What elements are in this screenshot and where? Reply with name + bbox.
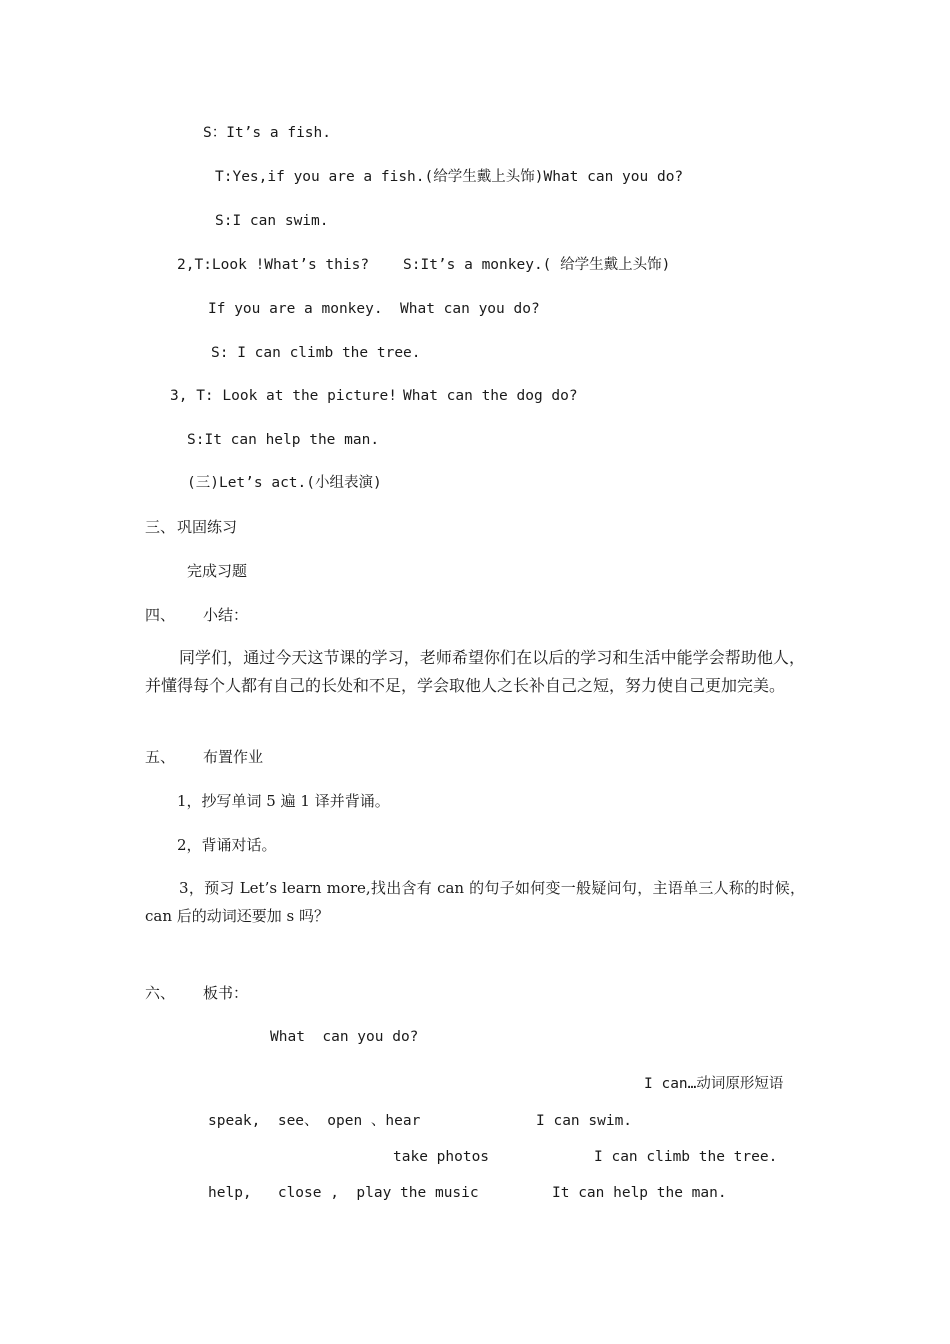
homework-item-1: 1，抄写单词 5 遍 1 译并背诵。 <box>177 792 390 810</box>
section5-number: 五、 <box>145 748 176 766</box>
section4-number: 四、 <box>145 606 176 624</box>
section3-number: 三、 <box>145 518 176 536</box>
board-rule: I can…动词原形短语 <box>644 1076 784 1092</box>
dialogue-line-4b: S:It’s a monkey.( 给学生戴上头饰) <box>403 257 671 273</box>
dialogue-line-8: S:It can help the man. <box>187 432 380 448</box>
section5-title: 布置作业 <box>203 748 264 766</box>
board-sentence-1: I can swim. <box>536 1113 633 1129</box>
dialogue-line-4a: 2,T:Look !What’s this? <box>177 257 370 273</box>
section6-number: 六、 <box>145 984 176 1002</box>
board-sentence-3: It can help the man. <box>552 1185 727 1201</box>
dialogue-line-9: (三)Let’s act.(小组表演) <box>187 475 382 491</box>
dialogue-line-2: T:Yes,if you are a fish.(给学生戴上头饰)What can you do? <box>215 169 684 185</box>
dialogue-line-7b: What can the dog do? <box>403 388 578 404</box>
dialogue-line-3: S:I can swim. <box>215 213 329 229</box>
board-words-row-3: help, close , play the music <box>208 1185 479 1201</box>
summary-paragraph: 同学们，通过今天这节课的学习，老师希望你们在以后的学习和生活中能学会帮助他人，并懂得每个人都有自己的长处和不足，学会取他人之长补自己之短，努力使自己更加完美。 <box>145 648 805 695</box>
section4-title: 小结： <box>203 606 249 624</box>
dialogue-line-1: S：It’s a fish. <box>203 125 331 141</box>
homework-item-2: 2，背诵对话。 <box>177 836 277 854</box>
dialogue-line-5a: If you are a monkey. <box>208 301 383 317</box>
board-title: What can you do? <box>270 1029 419 1045</box>
dialogue-line-6: S: I can climb the tree. <box>211 345 421 361</box>
section3-title: 巩固练习 <box>177 518 238 536</box>
board-words-row-1: speak, see、 open 、hear <box>208 1113 421 1129</box>
section3-content: 完成习题 <box>187 562 248 580</box>
homework-item-3: 3，预习 Let’s learn more,找出含有 can 的句子如何变一般疑问句，主语单三人称的时候，can 后的动词还要加 s 吗？ <box>145 879 805 925</box>
board-words-row-2: take photos <box>393 1149 490 1165</box>
dialogue-line-7a: 3, T: Look at the picture! <box>170 388 397 404</box>
dialogue-line-5b: What can you do? <box>400 301 540 317</box>
section6-title: 板书： <box>203 984 249 1002</box>
board-sentence-2: I can climb the tree. <box>594 1149 778 1165</box>
